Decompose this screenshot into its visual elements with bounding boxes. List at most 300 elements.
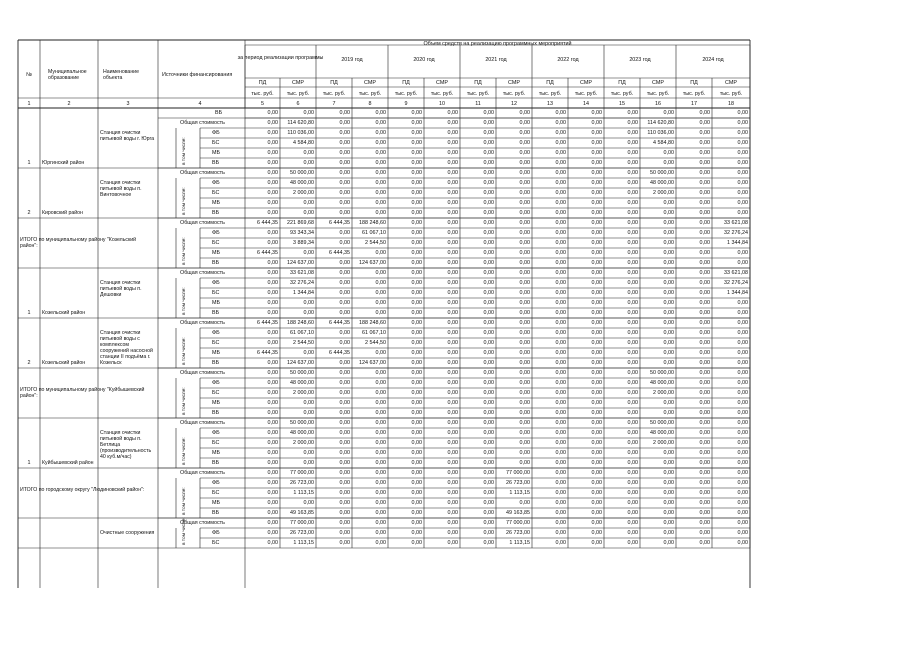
value-cell: 0,00: [483, 130, 494, 136]
value-cell: 0,00: [339, 530, 350, 536]
col-number: 17: [691, 101, 697, 107]
col-number: 8: [368, 101, 372, 107]
value-cell: 0,00: [411, 320, 422, 326]
col-number: 11: [475, 101, 481, 107]
value-cell: 0,00: [339, 440, 350, 446]
value-cell: 0,00: [447, 200, 458, 206]
value-cell: 0,00: [411, 510, 422, 516]
value-cell: 0,00: [555, 150, 566, 156]
value-cell: 0,00: [303, 150, 314, 156]
source-label: МБ: [212, 250, 221, 256]
value-cell: 50 000,00: [290, 170, 314, 176]
value-cell: 0,00: [483, 250, 494, 256]
value-cell: 0,00: [737, 540, 748, 546]
value-cell: 0,00: [339, 180, 350, 186]
v-tom-label: в том числе:: [182, 437, 187, 465]
value-cell: 0,00: [663, 530, 674, 536]
value-cell: 0,00: [483, 320, 494, 326]
value-cell: 0,00: [699, 130, 710, 136]
value-cell: 0,00: [267, 500, 278, 506]
source-label: ФБ: [212, 430, 220, 436]
v-tom-label: в том числе:: [182, 487, 187, 515]
value-cell: 0,00: [267, 360, 278, 366]
value-cell: 0,00: [555, 310, 566, 316]
group-obj: Станция очистки питьевой воды п. Бетлица (производительность 40 куб.м/час): [100, 430, 152, 460]
value-cell: 0,00: [591, 170, 602, 176]
value-cell: 0,00: [447, 110, 458, 116]
value-cell: 0,00: [627, 430, 638, 436]
value-cell: 0,00: [447, 460, 458, 466]
value-cell: 0,00: [737, 310, 748, 316]
value-cell: 0,00: [627, 230, 638, 236]
value-cell: 0,00: [267, 420, 278, 426]
value-cell: 61 067,10: [362, 330, 386, 336]
value-cell: 0,00: [447, 240, 458, 246]
source-label: МБ: [212, 350, 221, 356]
value-cell: 0,00: [627, 480, 638, 486]
value-cell: 0,00: [737, 500, 748, 506]
value-cell: 0,00: [555, 260, 566, 266]
v-tom-label: в том числе:: [182, 237, 187, 265]
value-cell: 0,00: [411, 450, 422, 456]
value-cell: 0,00: [303, 450, 314, 456]
value-cell: 0,00: [737, 530, 748, 536]
value-cell: 26 723,00: [290, 530, 314, 536]
value-cell: 0,00: [555, 480, 566, 486]
group-obj: Станция очистки питьевой воды п. Винтовочное: [100, 180, 142, 198]
source-label: БС: [212, 290, 220, 296]
value-cell: 0,00: [591, 410, 602, 416]
value-cell: 0,00: [699, 250, 710, 256]
value-cell: 0,00: [737, 200, 748, 206]
value-cell: 0,00: [737, 320, 748, 326]
value-cell: 0,00: [267, 140, 278, 146]
value-cell: 0,00: [483, 200, 494, 206]
col-header-pd: ПД: [258, 80, 267, 86]
col-number: 9: [404, 101, 408, 107]
value-cell: 0,00: [339, 360, 350, 366]
value-cell: 0,00: [591, 460, 602, 466]
value-cell: 0,00: [627, 120, 638, 126]
value-cell: 0,00: [519, 440, 530, 446]
value-cell: 0,00: [483, 210, 494, 216]
value-cell: 0,00: [627, 320, 638, 326]
value-cell: 0,00: [375, 370, 386, 376]
value-cell: 0,00: [483, 410, 494, 416]
value-cell: 0,00: [447, 160, 458, 166]
value-cell: 0,00: [267, 510, 278, 516]
value-cell: 0,00: [447, 420, 458, 426]
group-mo: Кировский район: [42, 210, 83, 216]
value-cell: 0,00: [591, 530, 602, 536]
source-label: Общая стоимость: [180, 370, 225, 376]
value-cell: 0,00: [555, 190, 566, 196]
value-cell: 0,00: [303, 460, 314, 466]
value-cell: 0,00: [627, 280, 638, 286]
value-cell: 0,00: [555, 520, 566, 526]
value-cell: 0,00: [627, 460, 638, 466]
value-cell: 0,00: [447, 450, 458, 456]
value-cell: 0,00: [555, 540, 566, 546]
value-cell: 0,00: [737, 450, 748, 456]
value-cell: 33 621,08: [724, 220, 748, 226]
col-header-unit: тыс. руб.: [646, 91, 670, 97]
value-cell: 0,00: [555, 350, 566, 356]
value-cell: 0,00: [699, 360, 710, 366]
value-cell: 0,00: [375, 450, 386, 456]
col-header-smr: СМР: [364, 80, 376, 86]
value-cell: 0,00: [339, 470, 350, 476]
col-header-unit: тыс. руб.: [610, 91, 634, 97]
group-obj: Станция очистки питьевой воды с комплексом сооружений насосной станции II подъёма г. Козельск: [100, 330, 153, 366]
value-cell: 0,00: [519, 310, 530, 316]
value-cell: 0,00: [447, 220, 458, 226]
value-cell: 0,00: [699, 200, 710, 206]
value-cell: 0,00: [447, 290, 458, 296]
value-cell: 0,00: [303, 250, 314, 256]
source-label: ФБ: [212, 230, 220, 236]
value-cell: 0,00: [339, 520, 350, 526]
value-cell: 0,00: [483, 150, 494, 156]
value-cell: 0,00: [483, 290, 494, 296]
value-cell: 0,00: [627, 300, 638, 306]
col-number: 1: [27, 101, 31, 107]
value-cell: 0,00: [591, 250, 602, 256]
value-cell: 0,00: [411, 370, 422, 376]
col-header-total: за период реализации программы: [237, 55, 324, 61]
value-cell: 0,00: [339, 140, 350, 146]
value-cell: 0,00: [627, 160, 638, 166]
value-cell: 0,00: [591, 470, 602, 476]
value-cell: 0,00: [339, 160, 350, 166]
value-cell: 0,00: [483, 220, 494, 226]
value-cell: 0,00: [411, 140, 422, 146]
value-cell: 0,00: [627, 510, 638, 516]
value-cell: 0,00: [519, 120, 530, 126]
source-label: Общая стоимость: [180, 270, 225, 276]
value-cell: 0,00: [699, 330, 710, 336]
value-cell: 0,00: [737, 210, 748, 216]
value-cell: 50 000,00: [650, 370, 674, 376]
value-cell: 0,00: [483, 480, 494, 486]
value-cell: 48 000,00: [650, 430, 674, 436]
value-cell: 0,00: [375, 530, 386, 536]
value-cell: 0,00: [663, 200, 674, 206]
source-label: МБ: [212, 400, 221, 406]
value-cell: 0,00: [303, 160, 314, 166]
col-number: 3: [126, 101, 130, 107]
col-header-unit: тыс. руб.: [538, 91, 562, 97]
value-cell: 0,00: [555, 370, 566, 376]
value-cell: 0,00: [555, 230, 566, 236]
v-tom-label: в том числе:: [182, 137, 187, 165]
col-header-pd: ПД: [330, 80, 338, 86]
value-cell: 0,00: [375, 160, 386, 166]
value-cell: 0,00: [699, 180, 710, 186]
value-cell: 188 248,60: [359, 320, 386, 326]
value-cell: 0,00: [519, 410, 530, 416]
value-cell: 49 163,85: [506, 510, 530, 516]
value-cell: 0,00: [737, 330, 748, 336]
value-cell: 0,00: [627, 350, 638, 356]
value-cell: 93 343,34: [290, 230, 314, 236]
value-cell: 0,00: [519, 210, 530, 216]
value-cell: 2 000,00: [653, 190, 674, 196]
value-cell: 0,00: [627, 260, 638, 266]
value-cell: 0,00: [555, 340, 566, 346]
source-label: БС: [212, 390, 220, 396]
source-label: МБ: [212, 200, 221, 206]
value-cell: 0,00: [375, 430, 386, 436]
value-cell: 0,00: [375, 130, 386, 136]
value-cell: 0,00: [411, 160, 422, 166]
source-label: ВБ: [212, 310, 220, 316]
value-cell: 0,00: [339, 480, 350, 486]
value-cell: 0,00: [339, 310, 350, 316]
value-cell: 0,00: [375, 180, 386, 186]
value-cell: 0,00: [483, 400, 494, 406]
value-cell: 0,00: [591, 420, 602, 426]
value-cell: 6 444,35: [257, 350, 278, 356]
value-cell: 0,00: [267, 490, 278, 496]
value-cell: 0,00: [411, 150, 422, 156]
value-cell: 0,00: [555, 430, 566, 436]
value-cell: 0,00: [339, 340, 350, 346]
table-header-objem: Объем средств на реализацию программных мероприятий: [423, 41, 572, 47]
source-label: БС: [212, 490, 220, 496]
value-cell: 0,00: [339, 390, 350, 396]
value-cell: 0,00: [663, 340, 674, 346]
col-header-no: №: [26, 72, 32, 78]
value-cell: 0,00: [519, 180, 530, 186]
value-cell: 0,00: [483, 330, 494, 336]
value-cell: 0,00: [591, 120, 602, 126]
value-cell: 0,00: [267, 270, 278, 276]
value-cell: 0,00: [375, 490, 386, 496]
value-cell: 0,00: [519, 110, 530, 116]
value-cell: 0,00: [411, 360, 422, 366]
source-label: ФБ: [212, 530, 220, 536]
value-cell: 124 637,00: [359, 360, 386, 366]
value-cell: 0,00: [627, 500, 638, 506]
value-cell: 110 036,00: [287, 130, 314, 136]
value-cell: 0,00: [483, 110, 494, 116]
value-cell: 0,00: [411, 530, 422, 536]
value-cell: 0,00: [591, 370, 602, 376]
col-number: 13: [547, 101, 553, 107]
value-cell: 0,00: [737, 340, 748, 346]
value-cell: 0,00: [483, 530, 494, 536]
value-cell: 0,00: [555, 330, 566, 336]
value-cell: 0,00: [737, 400, 748, 406]
value-cell: 0,00: [303, 200, 314, 206]
value-cell: 0,00: [663, 290, 674, 296]
value-cell: 0,00: [663, 110, 674, 116]
value-cell: 0,00: [699, 540, 710, 546]
value-cell: 0,00: [737, 470, 748, 476]
value-cell: 0,00: [339, 170, 350, 176]
value-cell: 0,00: [447, 150, 458, 156]
value-cell: 0,00: [737, 250, 748, 256]
col-header-smr: СМР: [292, 80, 304, 86]
value-cell: 0,00: [483, 390, 494, 396]
v-tom-label: в том числе:: [182, 387, 187, 415]
value-cell: 0,00: [555, 470, 566, 476]
value-cell: 0,00: [627, 380, 638, 386]
value-cell: 0,00: [591, 330, 602, 336]
value-cell: 124 637,00: [287, 360, 314, 366]
value-cell: 0,00: [519, 220, 530, 226]
value-cell: 0,00: [663, 300, 674, 306]
value-cell: 0,00: [519, 270, 530, 276]
value-cell: 0,00: [663, 400, 674, 406]
value-cell: 0,00: [483, 460, 494, 466]
value-cell: 0,00: [339, 120, 350, 126]
value-cell: 0,00: [339, 260, 350, 266]
col-header-smr: СМР: [725, 80, 737, 86]
col-header-unit: тыс. руб.: [286, 91, 310, 97]
value-cell: 0,00: [663, 350, 674, 356]
value-cell: 0,00: [447, 260, 458, 266]
value-cell: 0,00: [339, 210, 350, 216]
value-cell: 0,00: [411, 210, 422, 216]
value-cell: 0,00: [375, 410, 386, 416]
value-cell: 0,00: [591, 230, 602, 236]
source-label: ФБ: [212, 280, 220, 286]
value-cell: 0,00: [555, 320, 566, 326]
value-cell: 0,00: [591, 150, 602, 156]
source-label: ВБ: [212, 260, 220, 266]
value-cell: 0,00: [411, 330, 422, 336]
value-cell: 0,00: [627, 200, 638, 206]
col-header-src: Источники финансирования: [162, 72, 233, 78]
value-cell: 6 444,35: [329, 320, 350, 326]
value-cell: 0,00: [483, 440, 494, 446]
value-cell: 77 000,00: [506, 520, 530, 526]
value-cell: 0,00: [737, 300, 748, 306]
value-cell: 0,00: [267, 540, 278, 546]
value-cell: 0,00: [375, 350, 386, 356]
source-label: ВБ: [212, 510, 220, 516]
col-number: 10: [439, 101, 445, 107]
value-cell: 0,00: [447, 380, 458, 386]
value-cell: 0,00: [627, 520, 638, 526]
value-cell: 0,00: [627, 110, 638, 116]
value-cell: 0,00: [447, 230, 458, 236]
value-cell: 0,00: [555, 220, 566, 226]
value-cell: 0,00: [627, 370, 638, 376]
value-cell: 0,00: [483, 270, 494, 276]
value-cell: 0,00: [411, 350, 422, 356]
value-cell: 0,00: [483, 300, 494, 306]
value-cell: 0,00: [591, 240, 602, 246]
value-cell: 0,00: [267, 280, 278, 286]
value-cell: 0,00: [699, 340, 710, 346]
value-cell: 50 000,00: [290, 370, 314, 376]
value-cell: 0,00: [737, 140, 748, 146]
value-cell: 0,00: [339, 130, 350, 136]
value-cell: 32 276,24: [724, 280, 748, 286]
value-cell: 0,00: [627, 180, 638, 186]
value-cell: 0,00: [699, 260, 710, 266]
col-number: 15: [619, 101, 625, 107]
value-cell: 0,00: [737, 410, 748, 416]
value-cell: 0,00: [411, 390, 422, 396]
value-cell: 0,00: [483, 490, 494, 496]
value-cell: 0,00: [411, 540, 422, 546]
value-cell: 1 344,84: [727, 290, 748, 296]
value-cell: 0,00: [591, 520, 602, 526]
col-header-year: 2021 год: [485, 57, 507, 63]
value-cell: 0,00: [375, 380, 386, 386]
value-cell: 0,00: [519, 300, 530, 306]
source-label: Общая стоимость: [180, 520, 225, 526]
value-cell: 0,00: [699, 190, 710, 196]
value-cell: 0,00: [737, 160, 748, 166]
value-cell: 0,00: [411, 180, 422, 186]
value-cell: 0,00: [699, 140, 710, 146]
value-cell: 0,00: [591, 500, 602, 506]
value-cell: 6 444,35: [329, 250, 350, 256]
value-cell: 0,00: [339, 510, 350, 516]
value-cell: 0,00: [699, 350, 710, 356]
value-cell: 0,00: [519, 260, 530, 266]
value-cell: 2 000,00: [293, 440, 314, 446]
value-cell: 0,00: [483, 160, 494, 166]
value-cell: 0,00: [591, 290, 602, 296]
value-cell: 0,00: [555, 420, 566, 426]
value-cell: 0,00: [375, 480, 386, 486]
value-cell: 0,00: [375, 270, 386, 276]
value-cell: 0,00: [627, 290, 638, 296]
value-cell: 0,00: [663, 230, 674, 236]
value-cell: 0,00: [447, 350, 458, 356]
value-cell: 0,00: [737, 150, 748, 156]
value-cell: 0,00: [519, 420, 530, 426]
value-cell: 0,00: [267, 530, 278, 536]
value-cell: 0,00: [555, 410, 566, 416]
value-cell: 0,00: [447, 130, 458, 136]
value-cell: 0,00: [591, 210, 602, 216]
value-cell: 0,00: [303, 310, 314, 316]
source-label: ФБ: [212, 480, 220, 486]
value-cell: 0,00: [267, 170, 278, 176]
value-cell: 0,00: [555, 200, 566, 206]
col-header-smr: СМР: [508, 80, 520, 86]
value-cell: 0,00: [591, 350, 602, 356]
value-cell: 0,00: [267, 370, 278, 376]
value-cell: 0,00: [555, 140, 566, 146]
col-header-year: 2023 год: [629, 57, 651, 63]
value-cell: 0,00: [555, 160, 566, 166]
value-cell: 1 344,84: [727, 240, 748, 246]
value-cell: 0,00: [375, 310, 386, 316]
group-mo: ИТОГО по городскому округу "Людиновский район":: [20, 487, 145, 493]
value-cell: 0,00: [447, 340, 458, 346]
col-header-unit: тыс. руб.: [466, 91, 490, 97]
value-cell: 0,00: [483, 380, 494, 386]
value-cell: 0,00: [663, 250, 674, 256]
value-cell: 0,00: [627, 530, 638, 536]
value-cell: 0,00: [483, 370, 494, 376]
value-cell: 0,00: [627, 400, 638, 406]
value-cell: 221 869,68: [287, 220, 314, 226]
value-cell: 0,00: [591, 480, 602, 486]
value-cell: 0,00: [699, 280, 710, 286]
value-cell: 0,00: [375, 120, 386, 126]
col-header-unit: тыс. руб.: [394, 91, 418, 97]
value-cell: 2 000,00: [653, 440, 674, 446]
